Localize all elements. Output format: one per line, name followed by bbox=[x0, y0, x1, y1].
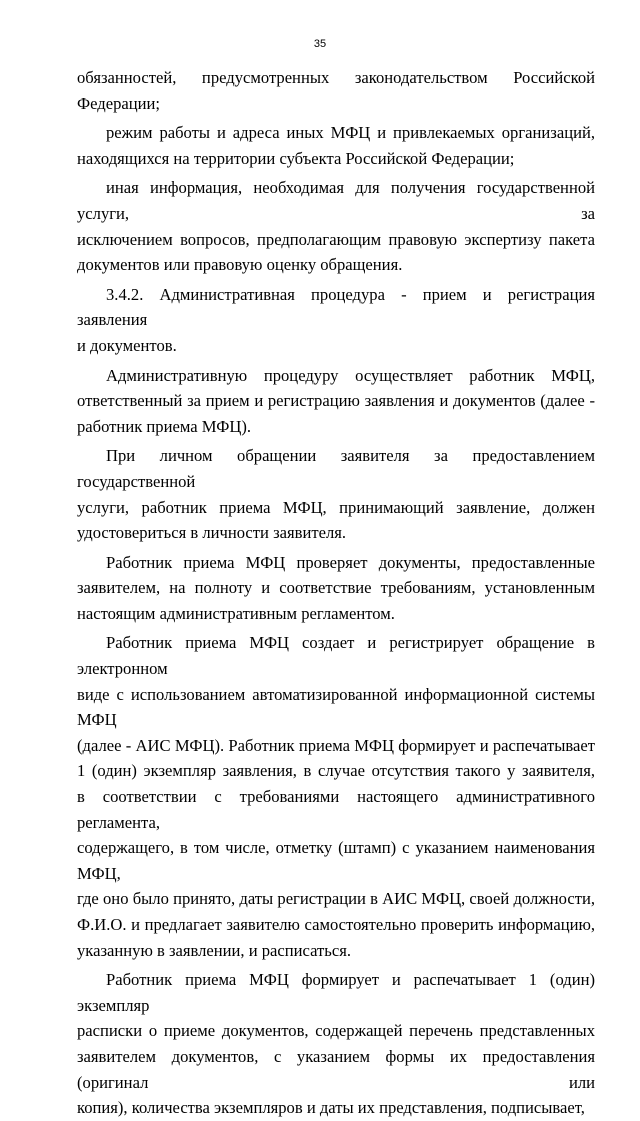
paragraph bbox=[77, 175, 595, 277]
text-line: Работник приема МФЦ формирует и распечатывает 1 (один) экземпляр bbox=[77, 970, 595, 1015]
paragraph bbox=[77, 967, 595, 1121]
text-line: заявителем документов, с указанием формы их предоставления (оригинал или bbox=[77, 1046, 595, 1092]
text-line: услуги, работник приема МФЦ, принимающий заявление, должен bbox=[77, 497, 595, 517]
text-line: документов или правовую оценку обращения. bbox=[77, 255, 403, 275]
text-line: Работник приема МФЦ создает и регистрирует обращение в электронном bbox=[77, 633, 595, 679]
paragraph bbox=[77, 120, 595, 171]
text-line: 1 (один) экземпляр заявления, в случае отсутствия такого у заявителя, bbox=[77, 761, 595, 781]
paragraph bbox=[77, 443, 595, 545]
text-line: копия), количества экземпляров и даты их представления, подписывает, bbox=[77, 1098, 585, 1118]
paragraph bbox=[77, 550, 595, 627]
text-line: Работник приема МФЦ проверяет документы, предоставленные bbox=[106, 552, 595, 572]
text-line: заявителем, на полноту и соответствие требованиям, установленным bbox=[77, 578, 595, 598]
text-line: виде с использованием автоматизированной информационной системы МФЦ bbox=[77, 684, 595, 730]
text-line: указанную в заявлении, и расписаться. bbox=[77, 940, 352, 960]
page-number: 35 bbox=[313, 38, 327, 50]
text-line: настоящим административным регламентом. bbox=[77, 603, 395, 623]
text-line: в соответствии с требованиями настоящего административного регламента, bbox=[77, 787, 595, 832]
text-line: удостовериться в личности заявителя. bbox=[77, 523, 347, 543]
paragraph bbox=[77, 65, 595, 116]
text-line: где оно было принято, даты регистрации в АИС МФЦ, своей должности, bbox=[77, 889, 595, 909]
text-line: ответственный за прием и регистрацию заявления и документов (далее - bbox=[77, 391, 595, 411]
text-line: находящихся на территории субъекта Российской Федерации; bbox=[77, 148, 515, 168]
text-line: содержащего, в том числе, отметку (штамп) с указанием наименования МФЦ, bbox=[77, 838, 595, 883]
text-line: Ф.И.О. и предлагает заявителю самостоятельно проверить информацию, bbox=[77, 915, 595, 934]
paragraph bbox=[77, 282, 595, 359]
text-line: (далее - АИС МФЦ). Работник приема МФЦ формирует и распечатывает bbox=[77, 735, 595, 755]
text-line: обязанностей, предусмотренных законодательством Российской Федерации; bbox=[77, 68, 595, 113]
text-line: исключением вопросов, предполагающим правовую экспертизу пакета bbox=[77, 229, 595, 249]
text-line: При личном обращении заявителя за предоставлением государственной bbox=[77, 446, 595, 491]
text-line: Административную процедуру осуществляет работник МФЦ, bbox=[106, 365, 595, 385]
text-line: расписки о приеме документов, содержащей перечень представленных bbox=[77, 1021, 595, 1041]
text-line: работник приема МФЦ). bbox=[77, 416, 252, 436]
text-line: режим работы и адреса иных МФЦ и привлекаемых организаций, bbox=[106, 123, 595, 143]
document-body bbox=[77, 65, 595, 1121]
paragraph bbox=[77, 363, 595, 440]
text-line: иная информация, необходимая для получения государственной услуги, за bbox=[77, 178, 595, 223]
paragraph bbox=[77, 630, 595, 963]
text-line: 3.4.2. Административная процедура - прием и регистрация заявления bbox=[77, 284, 595, 330]
text-line: и документов. bbox=[77, 335, 177, 355]
